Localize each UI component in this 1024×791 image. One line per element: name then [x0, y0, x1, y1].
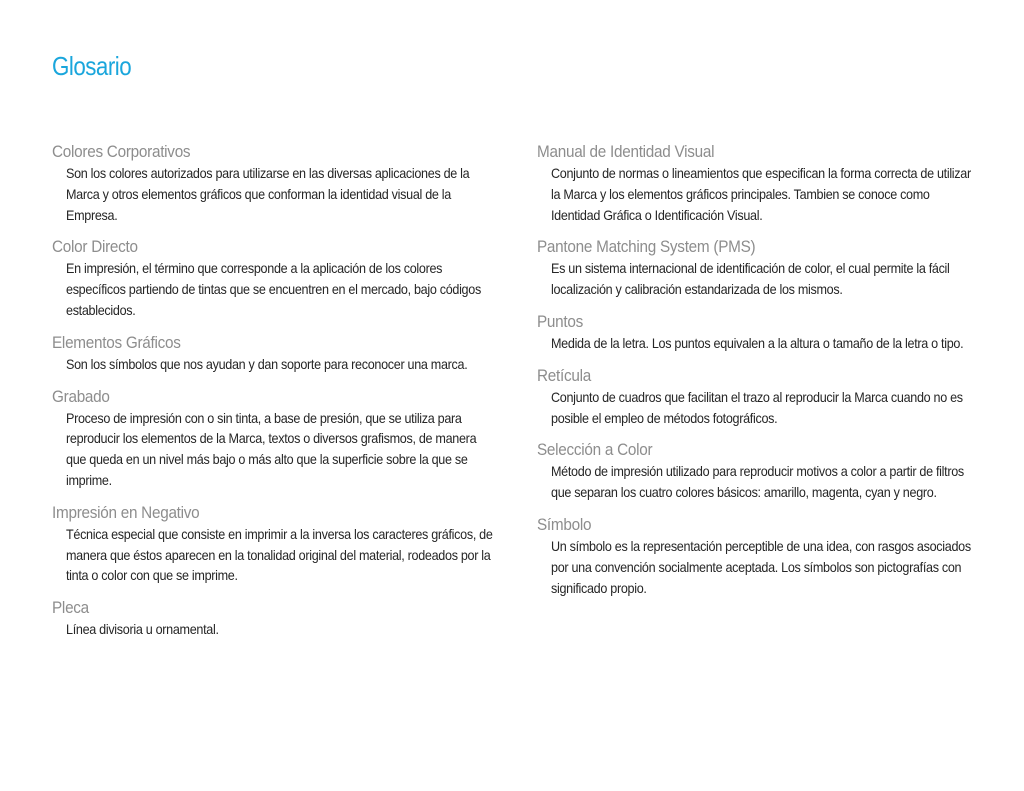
- glossary-entry: [537, 365, 987, 429]
- glossary-entry: [52, 502, 492, 586]
- page-title: Glosario: [52, 51, 132, 81]
- glossary-term: Selección a Color: [537, 440, 653, 460]
- glossary-term: Colores Corporativos: [52, 142, 191, 161]
- glossary-term: Color Directo: [52, 237, 138, 257]
- glossary-entry: [537, 311, 987, 354]
- glossary-entry: [52, 597, 492, 640]
- glossary-entry: [537, 141, 987, 225]
- glossary-term: Pleca: [52, 598, 89, 618]
- glossary-term: Grabado: [52, 386, 110, 406]
- glossary-right-column: [537, 141, 987, 609]
- glossary-term: Retícula: [537, 365, 591, 385]
- glossary-definition: Línea divisoria u ornamental.: [66, 621, 219, 638]
- glossary-entry: [52, 141, 492, 225]
- glossary-definition: Proceso de impresión con o sin tinta, a base de presión, que se utiliza para reproducir los elementos de la Marca, textos o diversos grafismos, de manera que queda en un nivel más bajo o más alto que la superficie sobre la que se imprime.: [66, 409, 477, 488]
- glossary-term: Puntos: [537, 311, 584, 331]
- glossary-definition: Son los colores autorizados para utilizarse en las diversas aplicaciones de la Marca y otros elementos gráficos que conforman la identidad visual de la Empresa.: [66, 165, 470, 223]
- glossary-definition: Es un sistema internacional de identificación de color, el cual permite la fácil localización y calibración estandarizada de los mismos.: [551, 260, 950, 298]
- glossary-entry: [52, 236, 492, 320]
- glossary-term: Impresión en Negativo: [52, 502, 200, 522]
- glossary-definition: Medida de la letra. Los puntos equivalen a la altura o tamaño de la letra o tipo.: [551, 334, 964, 351]
- glossary-definition: Conjunto de cuadros que facilitan el trazo al reproducir la Marca cuando no es posible el empleo de métodos fotográficos.: [551, 388, 963, 426]
- glossary-entry: [537, 236, 987, 300]
- glossary-definition: Conjunto de normas o lineamientos que especifican la forma correcta de utilizar la Marca y los elementos gráficos principales. Tambien se conoce como Identidad Gráfica o Identificación Visual.: [551, 165, 971, 223]
- glossary-term: Símbolo: [537, 514, 592, 534]
- glossary-term: Pantone Matching System (PMS): [537, 237, 756, 257]
- glossary-definition: Método de impresión utilizado para reproducir motivos a color a partir de filtros que separan los cuatro colores básicos: amarillo, magenta, cyan y negro.: [551, 463, 964, 501]
- glossary-entry: [537, 514, 987, 598]
- glossary-entry: [52, 386, 492, 491]
- glossary-definition: En impresión, el término que corresponde a la aplicación de los colores específicos partiendo de tintas que se encuentren en el mercado, bajo códigos establecidos.: [66, 260, 481, 318]
- glossary-entry: [52, 332, 492, 375]
- glossary-definition: Técnica especial que consiste en imprimir a la inversa los caracteres gráficos, de manera que éstos aparecen en la tonalidad original del material, rodeados por la tinta o color con que se imprime.: [66, 525, 493, 584]
- glossary-term: Manual de Identidad Visual: [537, 142, 715, 161]
- glossary-entry: [537, 439, 987, 503]
- glossary-term: Elementos Gráficos: [52, 332, 181, 352]
- glossary-definition: Son los símbolos que nos ayudan y dan soporte para reconocer una marca.: [66, 355, 468, 372]
- glossary-left-column: [52, 141, 492, 651]
- glossary-definition: Un símbolo es la representación perceptible de una idea, con rasgos asociados por una convención socialmente aceptada. Los símbolos son pictografías con significado propio.: [551, 537, 971, 596]
